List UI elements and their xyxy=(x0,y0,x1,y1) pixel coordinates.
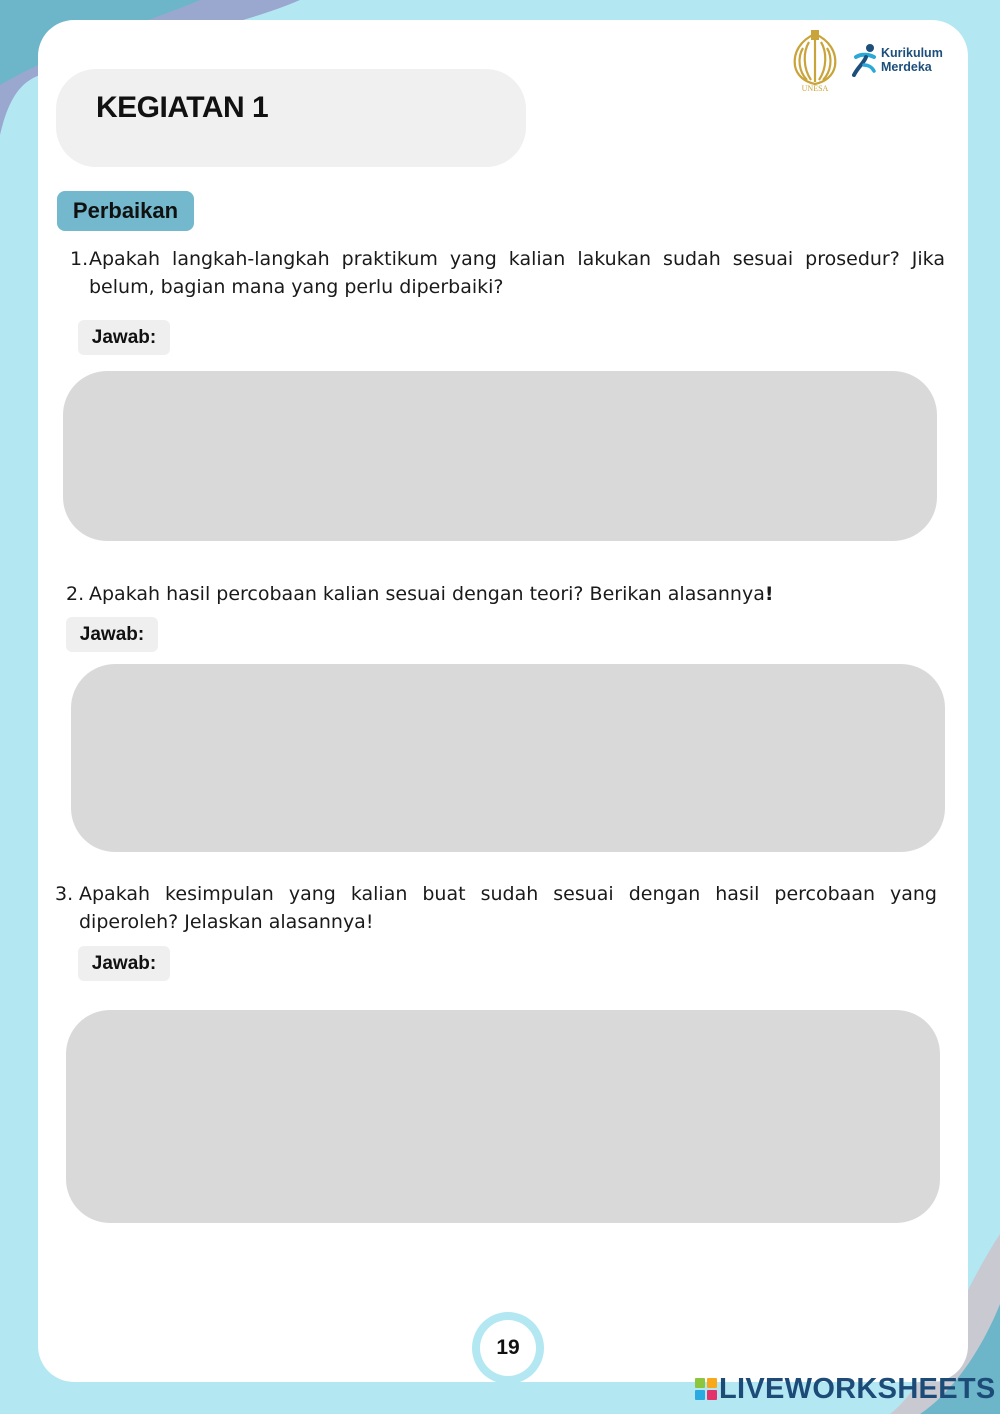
question-number: 3. xyxy=(55,883,74,905)
question-2 xyxy=(66,580,946,608)
question-text: Apakah kesimpulan yang kalian buat sudah sesuai dengan hasil percobaan yang diperoleh? Jelaskan alasannya! xyxy=(79,883,937,933)
answer-field-1[interactable] xyxy=(63,371,937,541)
question-number: 2. xyxy=(66,583,85,605)
answer-label: Jawab: xyxy=(78,946,170,981)
question-text xyxy=(66,580,946,608)
question-1 xyxy=(70,245,945,301)
question-text: Apakah langkah-langkah praktikum yang kalian lakukan sudah sesuai prosedur? Jika belum, bagian mana yang perlu diperbaiki? xyxy=(89,248,945,298)
answer-label: Jawab: xyxy=(78,320,170,355)
liveworksheets-logo-icon xyxy=(695,1378,717,1400)
question-number: 1. xyxy=(70,248,89,270)
answer-label: Jawab: xyxy=(66,617,158,652)
page-title: KEGIATAN 1 xyxy=(96,91,269,124)
unesa-logo-text: UNESA xyxy=(801,84,829,93)
section-label: Perbaikan xyxy=(57,191,194,231)
question-text-end: ! xyxy=(764,583,774,605)
question-text-main: Apakah hasil percobaan kalian sesuai dengan teori? Berikan alasannya xyxy=(89,583,765,605)
answer-field-2[interactable] xyxy=(71,664,945,852)
liveworksheets-watermark: LIVEWORKSHEETS xyxy=(719,1373,996,1405)
kurikulum-merdeka-logo-icon xyxy=(852,43,878,77)
page-number: 19 xyxy=(480,1320,536,1376)
kurikulum-line: Kurikulum xyxy=(881,46,943,60)
question-3 xyxy=(55,880,937,936)
page-number-badge xyxy=(472,1312,544,1384)
kurikulum-merdeka-text xyxy=(881,46,943,74)
answer-field-3[interactable] xyxy=(66,1010,940,1223)
merdeka-line: Merdeka xyxy=(881,60,932,74)
